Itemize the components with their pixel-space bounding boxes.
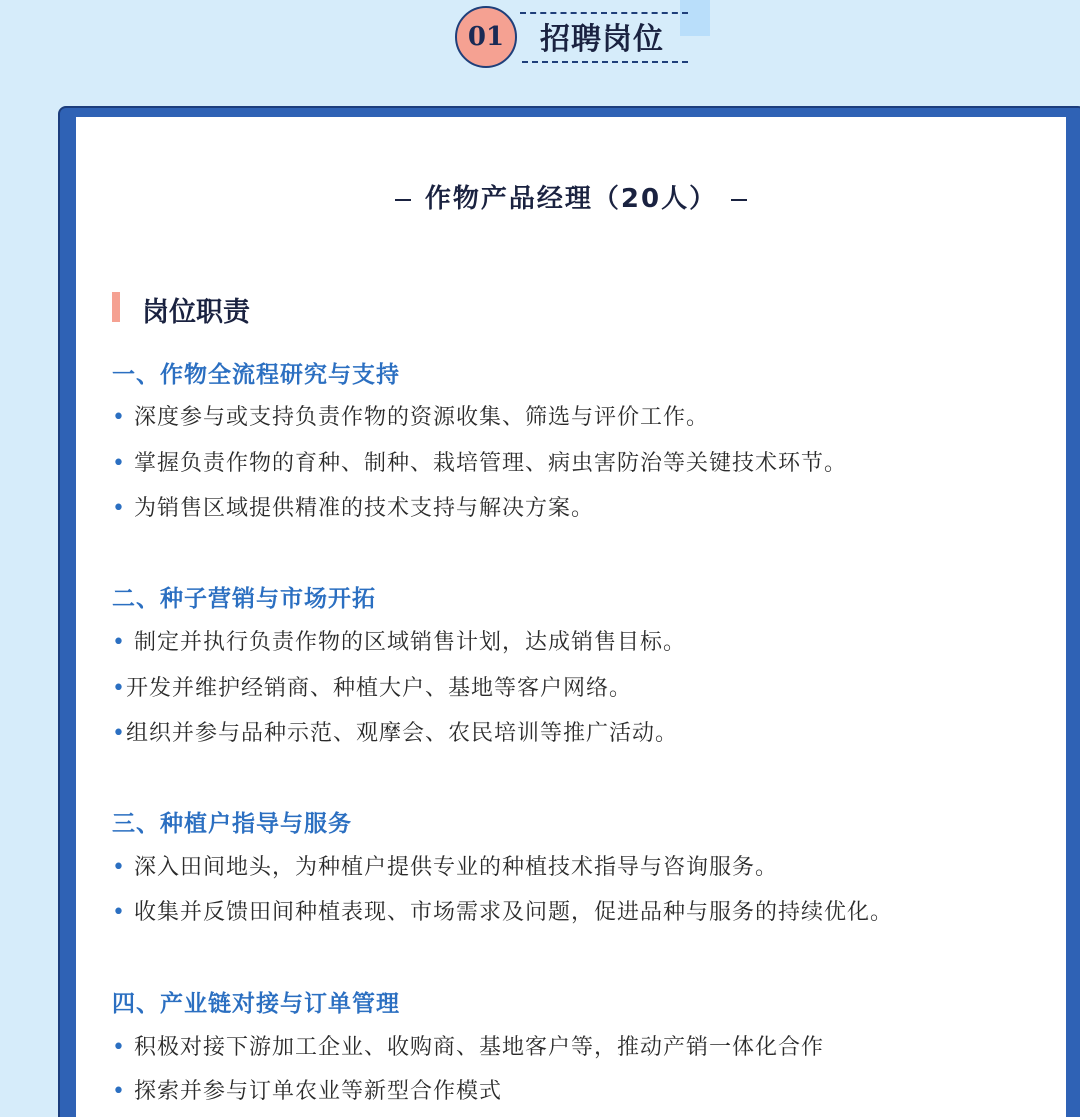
list-item (112, 1030, 824, 1061)
list-item (112, 671, 632, 702)
list-item (112, 625, 686, 656)
list-item (112, 491, 594, 522)
bullet-icon: • (112, 900, 126, 925)
list-item-text: 为销售区域提供精准的技术支持与解决方案。 (125, 496, 594, 521)
list-item (112, 716, 678, 747)
section-header (0, 0, 1080, 100)
bullet-icon: • (112, 451, 126, 476)
heading-marker (112, 292, 120, 322)
list-item-text: 掌握负责作物的育种、制种、栽培管理、病虫害防治等关键技术环节。 (125, 451, 847, 476)
bullet-icon: • (112, 676, 126, 701)
list-item-text: 积极对接下游加工企业、收购商、基地客户等，推动产销一体化合作 (125, 1035, 824, 1060)
section-header-title: 招聘岗位 (540, 22, 664, 57)
list-item-text: 制定并执行负责作物的区域销售计划，达成销售目标。 (125, 630, 686, 655)
bullet-icon: • (112, 630, 126, 655)
list-item-text: 组织并参与品种示范、观摩会、农民培训等推广活动。 (125, 721, 678, 746)
list-item-text: 开发并维护经销商、种植大户、基地等客户网络。 (125, 676, 632, 701)
list-item (112, 850, 778, 881)
job-title-text: 作物产品经理（20人） (424, 184, 718, 214)
header-dash-bottom (522, 61, 688, 63)
bullet-icon: • (112, 1079, 126, 1104)
bullet-icon: • (112, 721, 126, 746)
list-item (112, 400, 709, 431)
group-title-2: 二、种子营销与市场开拓 (112, 586, 376, 612)
content-card (76, 117, 1066, 1117)
title-dash-left (395, 199, 411, 201)
bullet-icon: • (112, 405, 126, 430)
group-title-4: 四、产业链对接与订单管理 (112, 991, 400, 1017)
list-item-text: 深入田间地头，为种植户提供专业的种植技术指导与咨询服务。 (125, 855, 778, 880)
responsibilities-heading-text: 岗位职责 (142, 297, 250, 328)
list-item (112, 895, 893, 926)
bullet-icon: • (112, 1035, 126, 1060)
list-item-text: 探索并参与订单农业等新型合作模式 (125, 1079, 502, 1104)
job-title (0, 178, 1080, 215)
group-title-3: 三、种植户指导与服务 (112, 811, 352, 837)
list-item-text: 深度参与或支持负责作物的资源收集、筛选与评价工作。 (125, 405, 709, 430)
title-dash-right (731, 199, 747, 201)
decorative-shape (680, 0, 710, 36)
section-number-badge: 01 (455, 6, 517, 68)
list-item (112, 446, 847, 477)
list-item-text: 收集并反馈田间种植表现、市场需求及问题，促进品种与服务的持续优化。 (125, 900, 893, 925)
bullet-icon: • (112, 855, 126, 880)
list-item (112, 1074, 502, 1105)
group-title-1: 一、作物全流程研究与支持 (112, 362, 400, 388)
bullet-icon: • (112, 496, 126, 521)
